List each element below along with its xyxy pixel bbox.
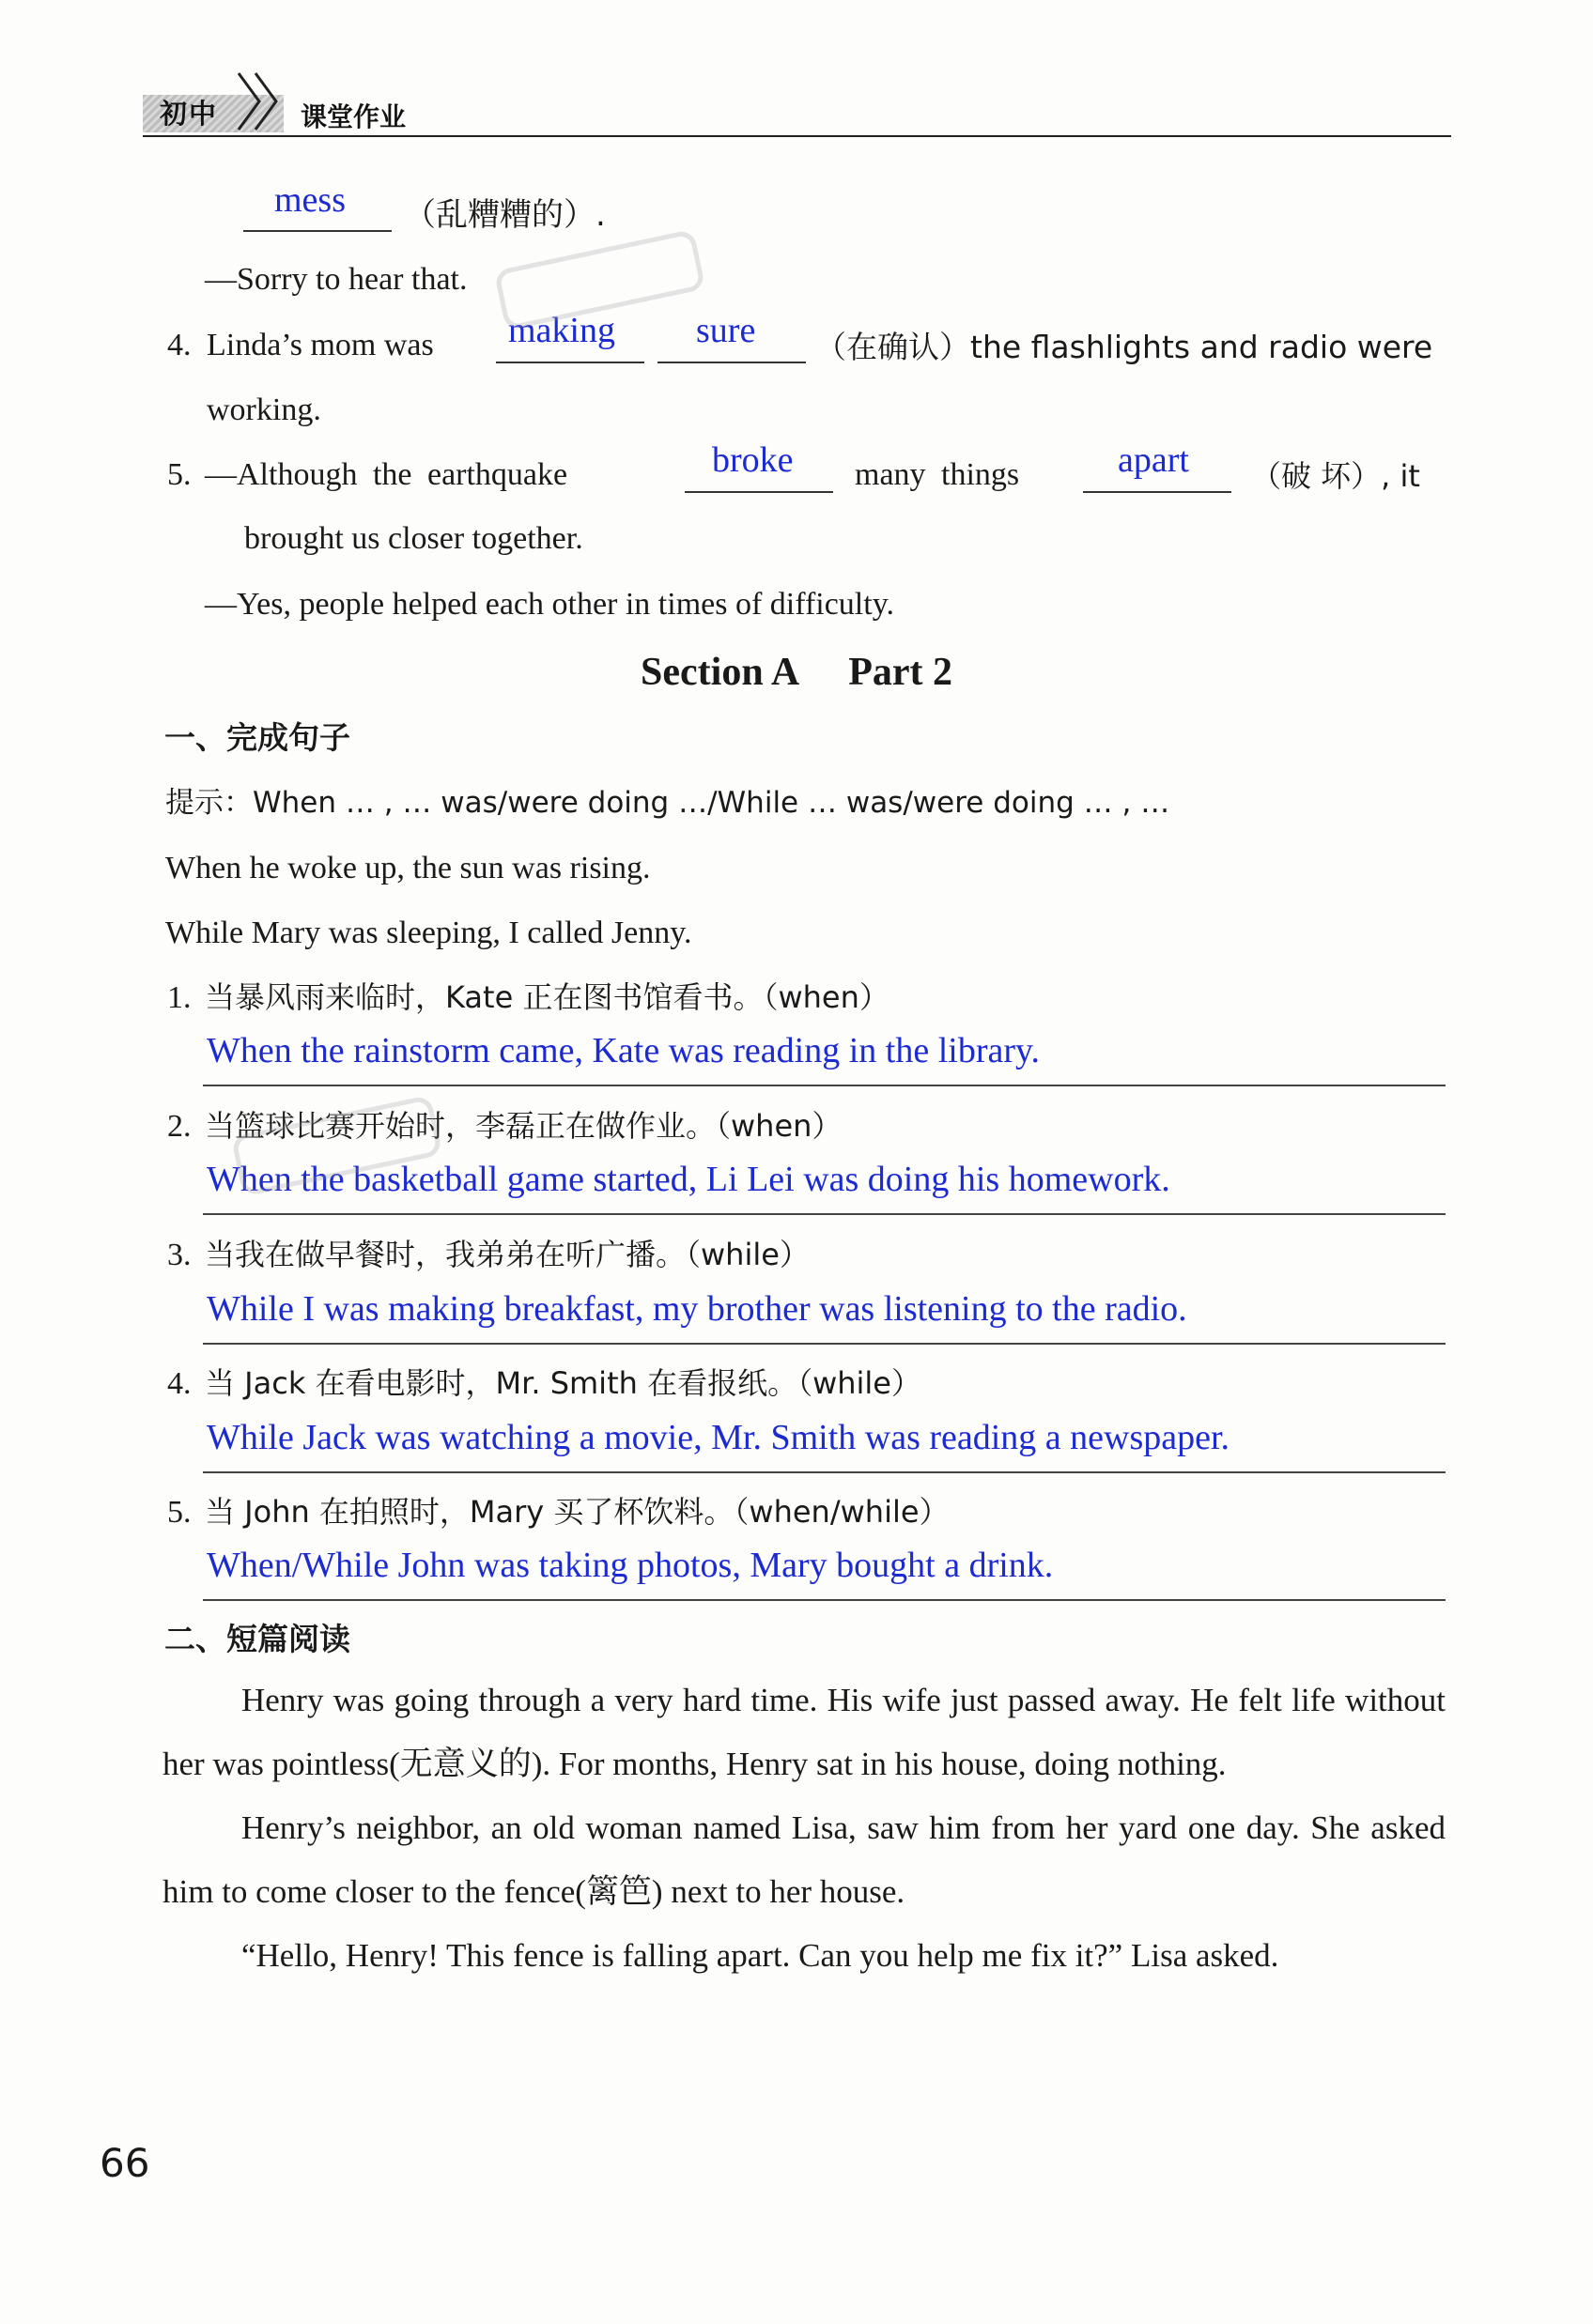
blank-q3 bbox=[243, 230, 392, 232]
q4-text-1: Linda’s mom was bbox=[207, 328, 434, 362]
item-number: 5. bbox=[167, 1495, 192, 1530]
q3-hint: （乱糟糟的）. bbox=[404, 196, 606, 234]
header-title: 课堂作业 bbox=[301, 101, 407, 132]
answer-q4-2: sure bbox=[696, 311, 756, 350]
item-answer: When the rainstorm came, Kate was reading in the library. bbox=[207, 1031, 1041, 1070]
part1-hint: 提示：When … , … was/were doing …/While … was/were doing … , … bbox=[165, 786, 1170, 820]
item-prompt: 当 Jack 在看电影时，Mr. Smith 在看报纸。（while） bbox=[205, 1365, 921, 1401]
q4-number: 4. bbox=[167, 328, 192, 362]
q5-text-4: brought us closer together. bbox=[244, 521, 583, 556]
answer-line bbox=[203, 1085, 1446, 1086]
q5-text-1: —Although the earthquake bbox=[205, 457, 568, 492]
q5-reply: —Yes, people helped each other in times of difficulty. bbox=[205, 587, 894, 622]
item-answer: When/While John was taking photos, Mary bought a drink. bbox=[207, 1546, 1054, 1585]
answer-q4-1: making bbox=[508, 311, 615, 350]
blank-q5-1 bbox=[685, 491, 833, 493]
item-number: 3. bbox=[167, 1238, 192, 1272]
passage-paragraph-3: “Hello, Henry! This fence is falling apart. Can you help me fix it?” Lisa asked. bbox=[241, 1937, 1279, 1974]
header-rule bbox=[143, 135, 1451, 137]
reading-passage bbox=[162, 1669, 1446, 1988]
blank-q4-2 bbox=[657, 362, 806, 363]
section-title-b: Part 2 bbox=[848, 651, 952, 694]
item-prompt: 当我在做早餐时，我弟弟在听广播。（while） bbox=[205, 1237, 810, 1272]
passage-paragraph-2: Henry’s neighbor, an old woman named Lisa, saw him from her yard one day. She asked him to come closer to the fence(篱笆) next to her house. bbox=[162, 1809, 1446, 1910]
section-title bbox=[0, 653, 1593, 692]
q5-number: 5. bbox=[167, 457, 192, 492]
header-level: 初中 bbox=[160, 98, 219, 130]
blank-q4-1 bbox=[496, 362, 644, 363]
item-number: 2. bbox=[167, 1109, 192, 1144]
q4-text-3: working. bbox=[207, 392, 321, 427]
double-chevron-icon bbox=[235, 66, 291, 131]
q5-text-2: many things bbox=[855, 457, 1020, 492]
part1-example-2: While Mary was sleeping, I called Jenny. bbox=[165, 916, 692, 950]
answer-q5-2: apart bbox=[1118, 440, 1189, 480]
section-title-a: Section A bbox=[641, 651, 800, 694]
item-prompt: 当篮球比赛开始时，李磊正在做作业。（when） bbox=[205, 1108, 843, 1144]
passage-paragraph-1: Henry was going through a very hard time. His wife just passed away. He felt life without her was pointless(无意义的). For months, Henry sat in his house, doing nothing. bbox=[162, 1682, 1446, 1782]
answer-line bbox=[203, 1213, 1446, 1215]
q5-text-3: （破 坏）, it bbox=[1251, 458, 1420, 494]
item-number: 1. bbox=[167, 980, 192, 1015]
answer-q3: mess bbox=[274, 180, 346, 220]
item-number: 4. bbox=[167, 1366, 192, 1401]
part1-example-1: When he woke up, the sun was rising. bbox=[165, 851, 651, 885]
item-answer: When the basketball game started, Li Lei was doing his homework. bbox=[207, 1160, 1170, 1199]
q4-text-2: （在确认）the flashlights and radio were bbox=[815, 329, 1433, 365]
blank-q5-2 bbox=[1083, 491, 1231, 493]
part1-heading: 一、完成句子 bbox=[164, 719, 350, 756]
answer-line bbox=[203, 1599, 1446, 1601]
answer-line bbox=[203, 1343, 1446, 1345]
q3-reply: —Sorry to hear that. bbox=[205, 262, 468, 297]
item-prompt: 当暴风雨来临时，Kate 正在图书馆看书。（when） bbox=[205, 979, 889, 1015]
item-answer: While I was making breakfast, my brother was listening to the radio. bbox=[207, 1289, 1187, 1329]
item-prompt: 当 John 在拍照时，Mary 买了杯饮料。（when/while） bbox=[205, 1494, 950, 1530]
part2-heading: 二、短篇阅读 bbox=[164, 1621, 350, 1657]
item-answer: While Jack was watching a movie, Mr. Smith was reading a newspaper. bbox=[207, 1418, 1230, 1457]
page-number: 66 bbox=[100, 2140, 150, 2186]
answer-q5-1: broke bbox=[712, 440, 794, 480]
answer-line bbox=[203, 1471, 1446, 1473]
